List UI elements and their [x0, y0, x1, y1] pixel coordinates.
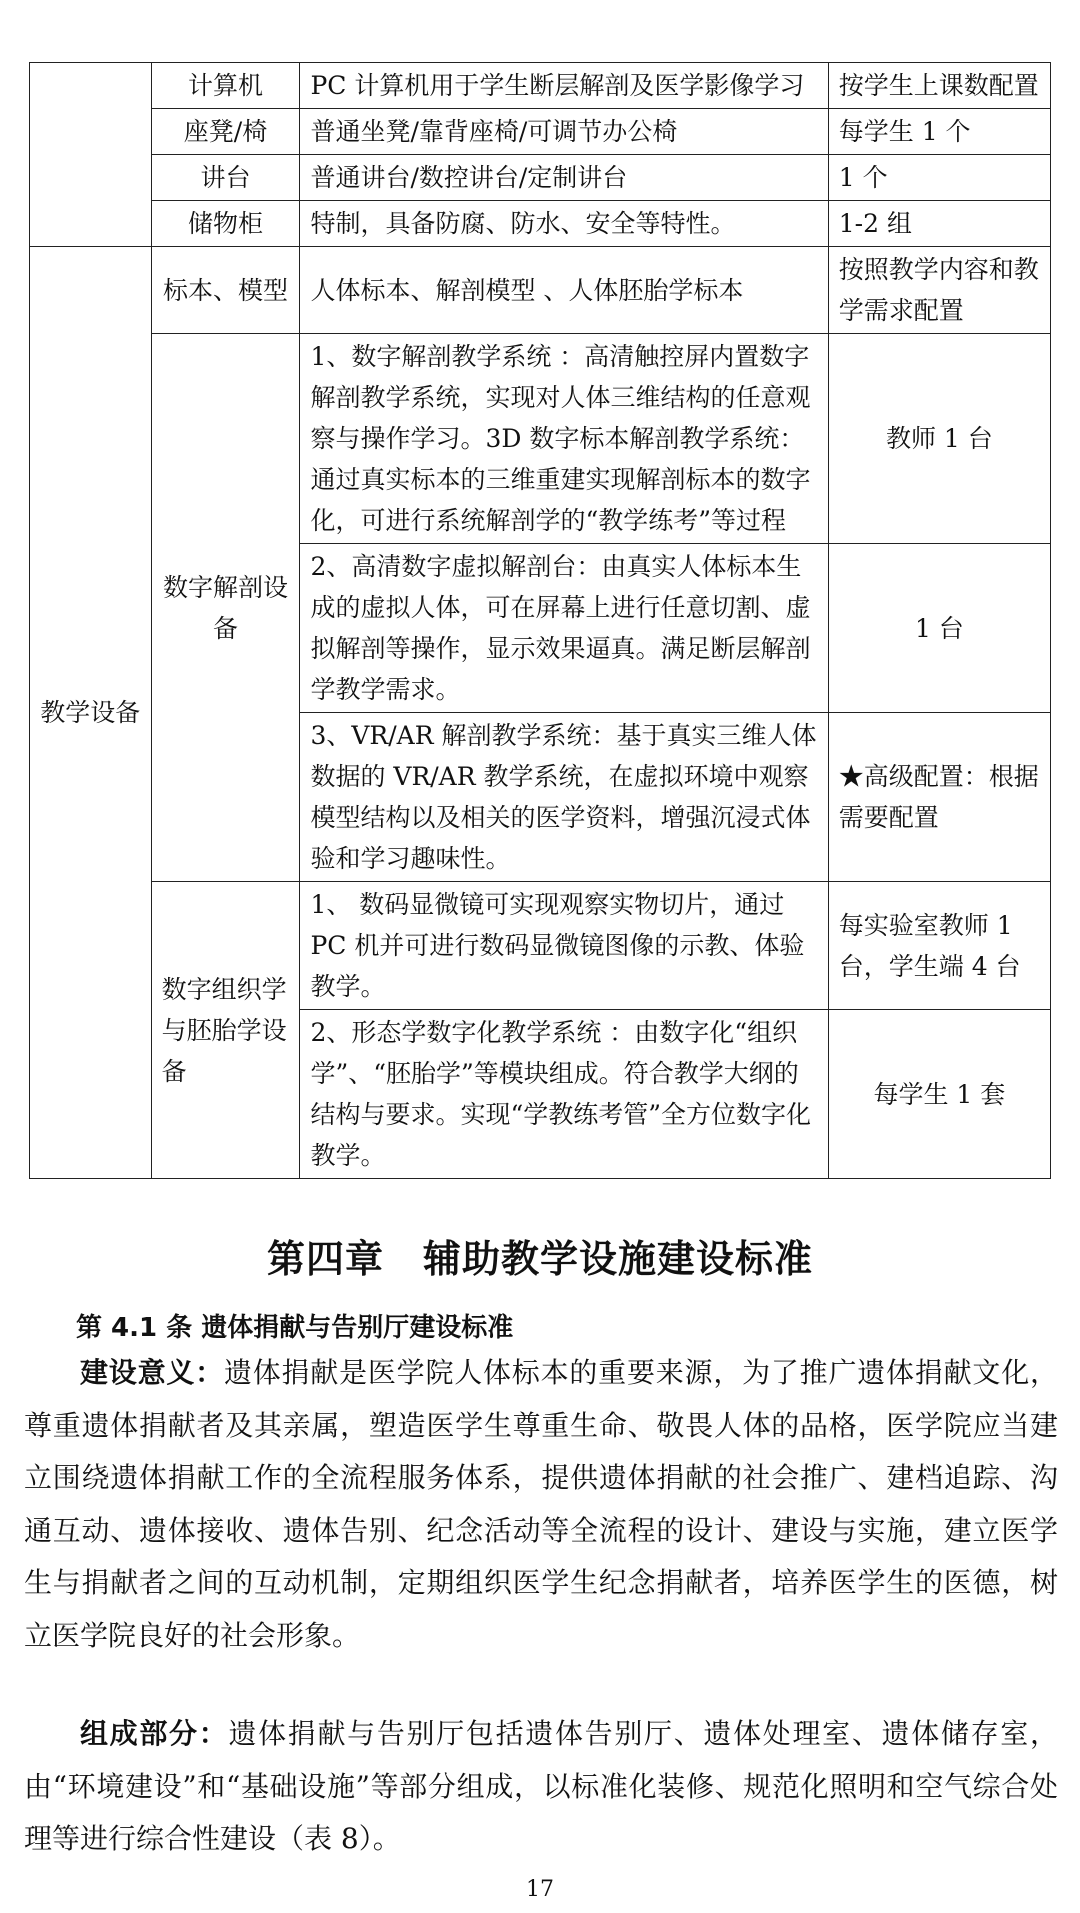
table-row — [30, 247, 1051, 334]
desc-cell: 人体标本、解剖模型 、人体胚胎学标本 — [300, 247, 828, 334]
paragraph-text: 遗体捐献是医学院人体标本的重要来源，为了推广遗体捐献文化，尊重遗体捐献者及其亲属，塑造医学生尊重生命、敬畏人体的品格，医学院应当建立围绕遗体捐献工作的全流程服务体系，提供遗体捐献的社会推广、建档追踪、沟通互动、遗体接收、遗体告别、纪念活动等全流程的设计、建设与实施，建立医学生与捐献者之间的互动机制，定期组织医学生纪念捐献者，培养医学生的医德，树立医学院良好的社会形象。 — [24, 1356, 1058, 1652]
paragraph-components — [24, 1708, 1058, 1866]
qty-cell: 按学生上课数配置 — [828, 63, 1050, 109]
equipment-table — [29, 62, 1051, 1179]
article-title: 第 4.1 条 遗体捐献与告别厅建设标准 — [76, 1313, 514, 1343]
qty-cell: 每学生 1 个 — [828, 109, 1050, 155]
item-cell: 讲台 — [151, 155, 300, 201]
qty-cell: 按照教学内容和教学需求配置 — [828, 247, 1050, 334]
item-cell: 标本、模型 — [151, 247, 300, 334]
desc-cell: 2、形态学数字化教学系统 ：由数字化“组织学”、“胚胎学”等模块组成。符合教学大纲的结构与要求。实现“学教练考管”全方位数字化教学。 — [300, 1010, 828, 1179]
chapter-title: 第四章 辅助教学设施建设标准 — [266, 1237, 813, 1281]
qty-cell: 每学生 1 套 — [828, 1010, 1050, 1179]
qty-cell: 每实验室教师 1 台，学生端 4 台 — [828, 882, 1050, 1010]
paragraph-text: 遗体捐献与告别厅包括遗体告别厅、遗体处理室、遗体储存室，由“环境建设”和“基础设施”等部分组成，以标准化装修、规范化照明和空气综合处理等进行综合性建设（表 8）。 — [24, 1717, 1058, 1855]
qty-cell: 教师 1 台 — [828, 334, 1050, 544]
desc-cell: 普通讲台/数控讲台/定制讲台 — [300, 155, 828, 201]
item-cell: 计算机 — [151, 63, 300, 109]
paragraph-label: 组成部分： — [80, 1717, 229, 1750]
table-row — [30, 109, 1051, 155]
group-cell-teaching: 教学设备 — [30, 247, 152, 1179]
desc-cell: 1、 数码显微镜可实现观察实物切片，通过 PC 机并可进行数码显微镜图像的示教、体验教学。 — [300, 882, 828, 1010]
desc-cell: 2、高清数字虚拟解剖台：由真实人体标本生成的虚拟人体，可在屏幕上进行任意切割、虚拟解剖等操作，显示效果逼真。满足断层解剖学教学需求。 — [300, 544, 828, 713]
qty-cell: 1-2 组 — [828, 201, 1050, 247]
item-cell: 座凳/椅 — [151, 109, 300, 155]
table-row — [30, 201, 1051, 247]
desc-cell: 3、VR/AR 解剖教学系统：基于真实三维人体数据的 VR/AR 教学系统，在虚拟环境中观察模型结构以及相关的医学资料，增强沉浸式体验和学习趣味性。 — [300, 713, 828, 882]
paragraph-label: 建设意义： — [80, 1356, 224, 1389]
table-row — [30, 882, 1051, 1010]
desc-cell: 1、数字解剖教学系统 ：高清触控屏内置数字解剖教学系统，实现对人体三维结构的任意观察与操作学习。3D 数字标本解剖教学系统：通过真实标本的三维重建实现解剖标本的数字化，可进行系统解剖学的“教学练考”等过程 — [300, 334, 828, 544]
item-cell-digital-anatomy: 数字解剖设备 — [151, 334, 300, 882]
item-cell: 储物柜 — [151, 201, 300, 247]
table-row — [30, 334, 1051, 544]
item-cell-digital-histology: 数字组织学与胚胎学设备 — [151, 882, 300, 1179]
qty-cell: 1 个 — [828, 155, 1050, 201]
table-row — [30, 155, 1051, 201]
group-cell-continued — [30, 63, 152, 247]
desc-cell: 特制，具备防腐、防水、安全等特性。 — [300, 201, 828, 247]
desc-cell: 普通坐凳/靠背座椅/可调节办公椅 — [300, 109, 828, 155]
table-row — [30, 63, 1051, 109]
desc-cell: PC 计算机用于学生断层解剖及医学影像学习 — [300, 63, 828, 109]
qty-cell: ★高级配置：根据需要配置 — [828, 713, 1050, 882]
qty-cell: 1 台 — [828, 544, 1050, 713]
page-number: 17 — [526, 1877, 554, 1902]
paragraph-significance — [24, 1347, 1058, 1662]
